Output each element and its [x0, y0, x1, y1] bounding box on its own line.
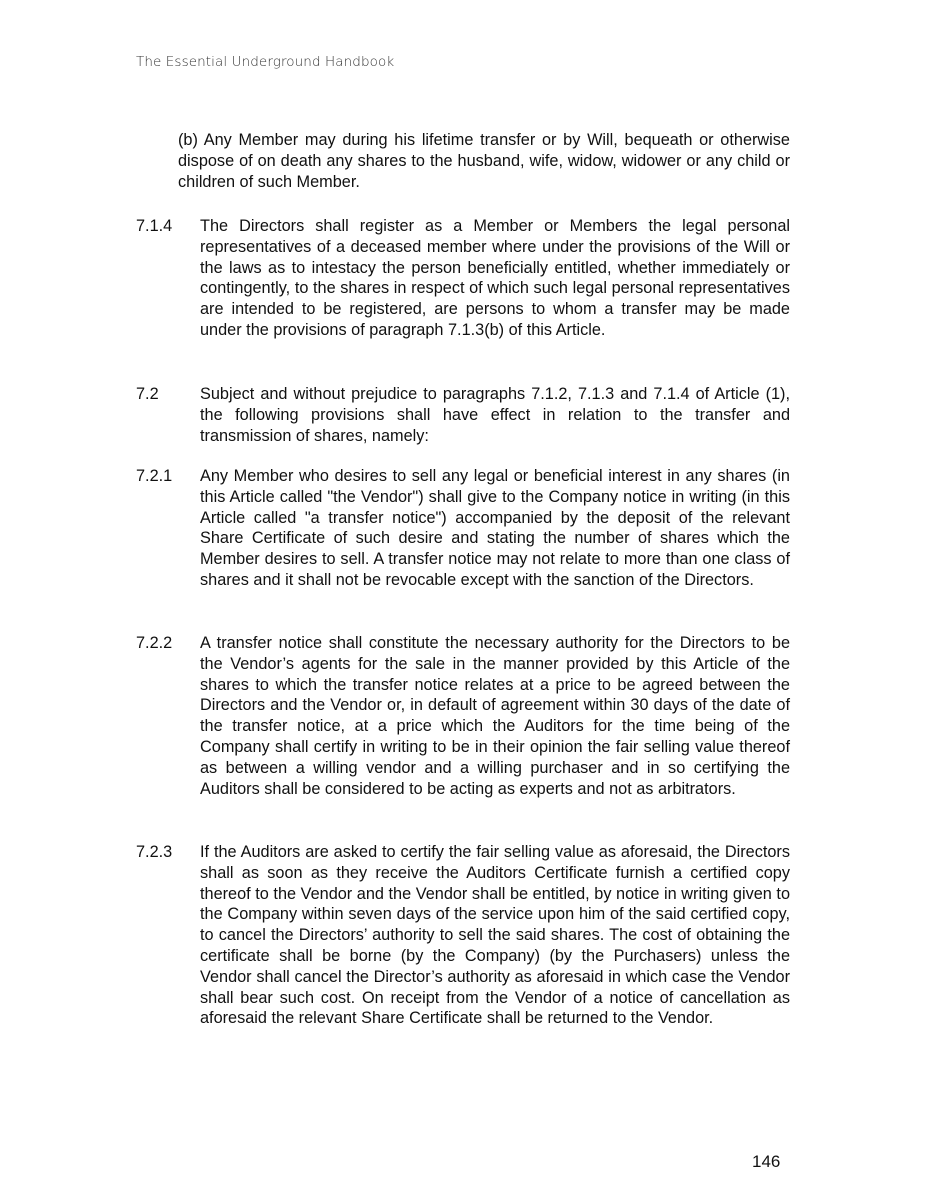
clause-text: If the Auditors are asked to certify the fair selling value as aforesaid, the Directors shall as soon as they receive the Auditors Certificate furnish a certified copy thereof to the Vendor and the Vendor shall be entitled, by notice in writing given to the Company within seven days of the service upon him of the said certified copy, to cancel the Directors’ authority to sell the said shares. The cost of obtaining the certificate shall be borne (by the Company) (by the Purchasers) unless the Vendor shall cancel the Director’s authority as aforesaid in which case the Vendor shall bear such cost. On receipt from the Vendor of a notice of cancellation as aforesaid the relevant Share Certificate shall be returned to the Vendor.	[200, 843, 790, 1028]
clause-number: 7.1.4	[136, 217, 173, 235]
clause-text: The Directors shall register as a Member or Members the legal personal representatives of a deceased member where under the provisions of the Will or the laws as to intestacy the person beneficially entitled, whether immediately or contingently, to the shares in respect of which such legal personal representatives are intended to be registered, are persons to whom a transfer may be made under the provisions of paragraph 7.1.3(b) of this Article.	[200, 217, 790, 339]
clause-7-2-1	[136, 466, 790, 591]
clause-7-1-4	[136, 216, 790, 341]
clause-text: A transfer notice shall constitute the necessary authority for the Directors to be the Vendor’s agents for the sale in the manner provided by this Article of the shares to which the transfer notice relates at a price to be agreed between the Directors and the Vendor or, in default of agreement within 30 days of the date of the transfer notice, at a price which the Auditors for the time being of the Company shall certify in writing to be in their opinion the fair selling value thereof as between a willing vendor and a willing purchaser and in so certifying the Auditors shall be considered to be acting as experts and not as arbitrators.	[200, 634, 790, 798]
clause-b	[136, 130, 790, 192]
clause-text: Any Member who desires to sell any legal or beneficial interest in any shares (in this Article called "the Vendor") shall give to the Company notice in writing (in this Article called "a transfer notice") accompanied by the deposit of the relevant Share Certificate of such desire and stating the number of shares which the Member desires to sell. A transfer notice may not relate to more than one class of shares and it shall not be revocable except with the sanction of the Directors.	[200, 467, 790, 589]
page-number: 146	[752, 1152, 781, 1171]
clause-7-2-2	[136, 633, 790, 799]
clause-7-2	[136, 384, 790, 446]
clause-number: 7.2.2	[136, 634, 173, 652]
clause-7-2-3	[136, 842, 790, 1029]
running-header: The Essential Underground Handbook	[136, 54, 395, 70]
clause-number: 7.2.1	[136, 467, 173, 485]
clause-number: 7.2.3	[136, 843, 173, 861]
clause-number: 7.2	[136, 385, 159, 403]
clause-text: (b) Any Member may during his lifetime transfer or by Will, bequeath or otherwise dispose of on death any shares to the husband, wife, widow, widower or any child or children of such Member.	[178, 131, 790, 191]
clause-text: Subject and without prejudice to paragraphs 7.1.2, 7.1.3 and 7.1.4 of Article (1), the following provisions shall have effect in relation to the transfer and transmission of shares, namely:	[200, 385, 790, 445]
